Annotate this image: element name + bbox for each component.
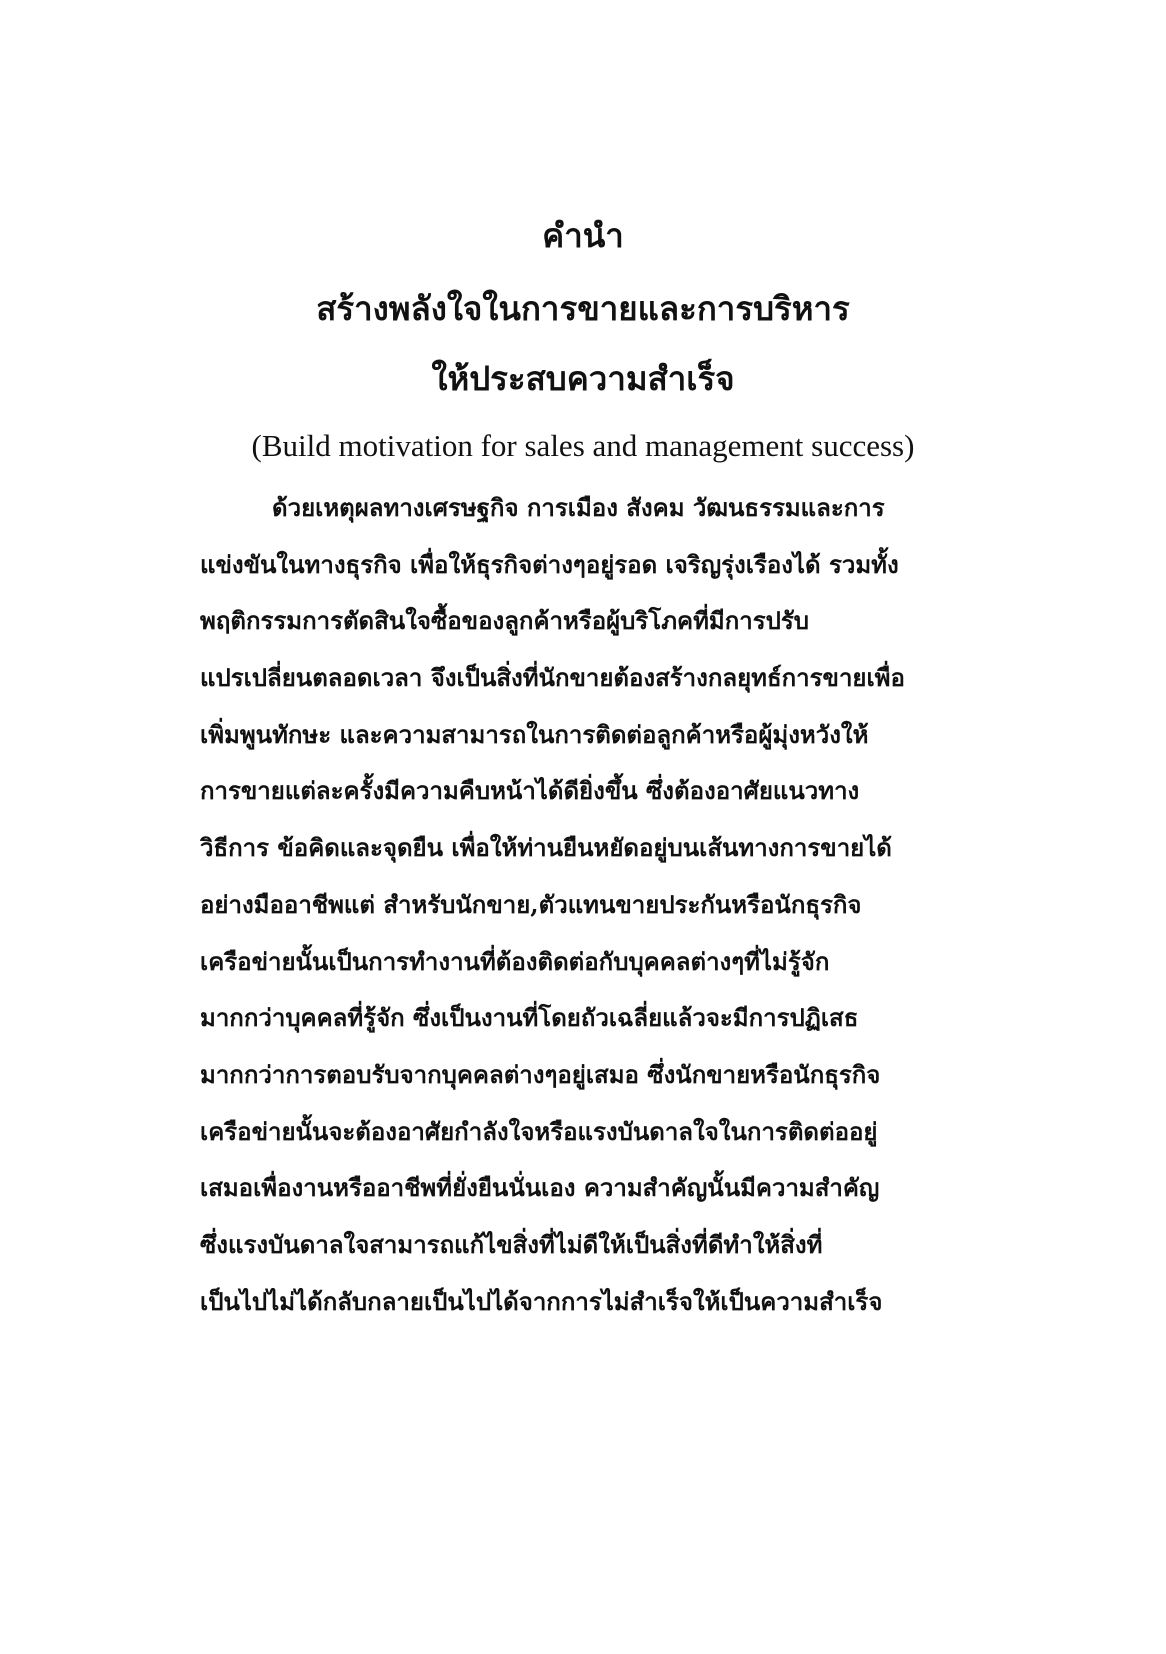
body-line: การขายแต่ละครั้งมีความคืบหน้าได้ดียิ่งขึ้น ซึ่งต้องอาศัยแนวทาง bbox=[200, 776, 860, 806]
body-line: แข่งขันในทางธุรกิจ เพื่อให้ธุรกิจต่างๆอยู่รอด เจริญรุ่งเรืองได้ รวมทั้ง bbox=[200, 549, 899, 579]
body-line: ซึ่งแรงบันดาลใจสามารถแก้ไขสิ่งที่ไม่ดีให้เป็นสิ่งที่ดีทำให้สิ่งที่ bbox=[200, 1229, 823, 1259]
body-paragraph bbox=[200, 480, 970, 1330]
preface-heading: คำนำ bbox=[542, 216, 624, 255]
document-title-line-1: สร้างพลังใจในการขายและการบริหาร bbox=[316, 289, 850, 328]
body-line: วิธีการ ข้อคิดและจุดยืน เพื่อให้ท่านยืนหยัดอยู่บนเส้นทางการขายได้ bbox=[200, 833, 892, 863]
body-line: เป็นไปไม่ได้กลับกลายเป็นไปได้จากการไม่สำเร็จให้เป็นความสำเร็จ bbox=[200, 1286, 883, 1316]
body-line: พฤติกรรมการตัดสินใจซื้อของลูกค้าหรือผู้บริโภคที่มีการปรับ bbox=[200, 606, 809, 636]
body-line: แปรเปลี่ยนตลอดเวลา จึงเป็นสิ่งที่นักขายต้องสร้างกลยุทธ์การขายเพื่อ bbox=[200, 663, 905, 693]
body-line: อย่างมืออาชีพแต่ สำหรับนักขาย,ตัวแทนขายประกันหรือนักธุรกิจ bbox=[200, 889, 862, 919]
body-line: มากกว่าบุคคลที่รู้จัก ซึ่งเป็นงานที่โดยถัวเฉลี่ยแล้วจะมีการปฏิเสธ bbox=[200, 1003, 859, 1033]
document-title-line-2: ให้ประสบความสำเร็จ bbox=[431, 359, 735, 398]
body-line: มากกว่าการตอบรับจากบุคคลต่างๆอยู่เสมอ ซึ่งนักขายหรือนักธุรกิจ bbox=[200, 1059, 881, 1089]
body-line: เพิ่มพูนทักษะ และความสามารถในการติดต่อลูกค้าหรือผู้มุ่งหวังให้ bbox=[200, 719, 869, 749]
body-line: เครือข่ายนั้นจะต้องอาศัยกำลังใจหรือแรงบันดาลใจในการติดต่ออยู่ bbox=[200, 1116, 878, 1146]
english-subtitle: (Build motivation for sales and management success) bbox=[251, 428, 915, 463]
body-line: ด้วยเหตุผลทางเศรษฐกิจ การเมือง สังคม วัฒนธรรมและการ bbox=[272, 493, 885, 522]
body-line: เสมอเพื่องานหรืออาชีพที่ยั่งยืนนั่นเอง ความสำคัญนั้นมีความสำคัญ bbox=[200, 1173, 880, 1203]
body-line: เครือข่ายนั้นเป็นการทำงานที่ต้องติดต่อกับบุคคลต่างๆที่ไม่รู้จัก bbox=[200, 946, 830, 976]
